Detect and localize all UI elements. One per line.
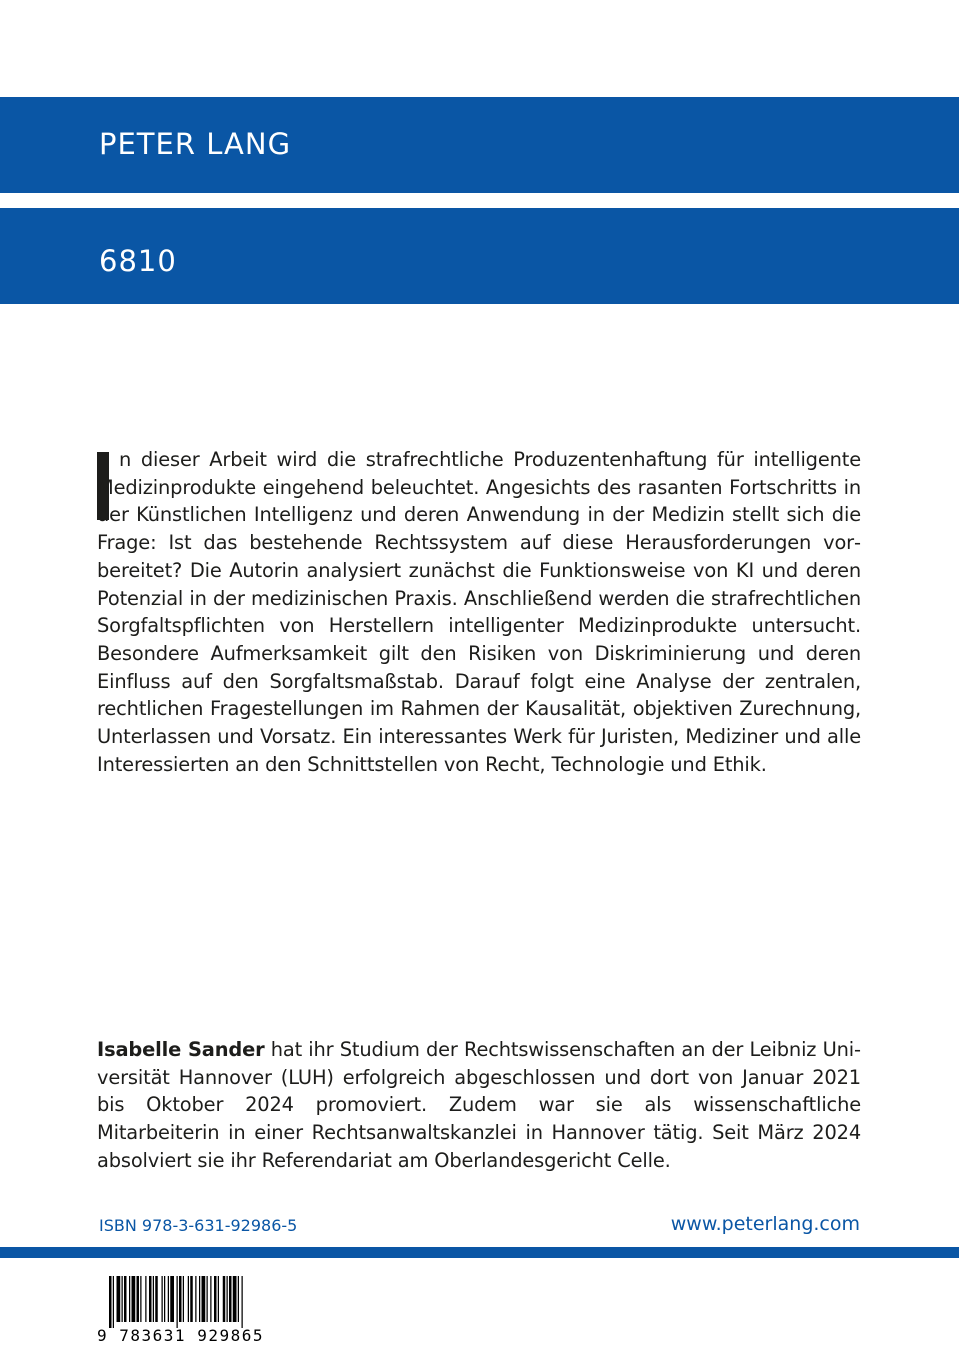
barcode-bar — [233, 1276, 237, 1322]
website-link[interactable]: www.peterlang.com — [670, 1213, 860, 1235]
barcode-bar — [210, 1276, 211, 1322]
author-bio-text: hat ihr Studium der Rechtswissenschaften an der Leibniz Universität Hannover (LUH) erfolgreich abgeschlossen und dort von Januar 2021 bis Oktober 2024 promoviert. Zudem war sie als wissenschaftliche Mitarbeiterin in einer Rechtsanwaltskanzlei in Hannover tätig. Seit März 2024 absolviert sie ihr Referendariat am Oberlandesgericht Celle. — [97, 1038, 861, 1172]
barcode-bar — [155, 1276, 158, 1322]
barcode-bar — [140, 1276, 141, 1322]
barcode-bar — [190, 1276, 193, 1322]
barcode-bar — [207, 1276, 208, 1322]
barcode-bar — [132, 1276, 136, 1322]
barcode-bar — [129, 1276, 130, 1322]
blurb-paragraph — [97, 446, 861, 778]
barcode-bar — [199, 1276, 200, 1322]
barcode-bar — [202, 1276, 206, 1322]
barcode-bar — [109, 1276, 112, 1328]
author-bio — [97, 1036, 861, 1175]
barcode-bar — [122, 1276, 123, 1322]
barcode-bar — [162, 1276, 163, 1322]
barcode — [97, 1276, 289, 1346]
barcode-bar — [238, 1276, 239, 1322]
series-number: 6810 — [99, 244, 177, 278]
barcode-bar — [177, 1276, 178, 1328]
barcode-bar — [164, 1276, 165, 1322]
footer-band — [0, 1247, 959, 1258]
barcode-bar — [188, 1276, 189, 1322]
barcode-bar — [218, 1276, 219, 1322]
barcode-bar — [153, 1276, 154, 1322]
barcode-bar — [183, 1276, 184, 1322]
author-name: Isabelle Sander — [97, 1038, 265, 1061]
barcode-bar — [124, 1276, 127, 1322]
isbn-label: ISBN 978-3-631-92986-5 — [99, 1216, 298, 1235]
barcode-bar — [214, 1276, 217, 1322]
blurb-text: n dieser Arbeit wird die strafrechtliche Produzentenhaftung für intelligente Medizinprodukte eingehend beleuchtet. Angesichts des rasanten Fortschritts in der Künstlichen Intelligenz und deren Anwendung in der Medizin stellt sich die Frage: Ist das bestehende Rechtssystem auf diese Herausforderungen vorbereitet? Die Autorin analysiert zunächst die Funktionsweise von KI und deren Potenzial in der medizinischen Praxis. Anschließend werden die strafrechtlichen Sorgfaltspflichten von Herstellern intelligenter Medizinprodukte untersucht. Besondere Aufmerksamkeit gilt den Risiken von Diskriminierung und deren Einfluss auf den Sorgfaltsmaßstab. Darauf folgt eine Analyse der zentralen, rechtlichen Fragestellungen im Rahmen der Kausalität, objektiven Zurechnung, Unterlassen und Vorsatz. Ein interessantes Werk für Juristen, Mediziner und alle Interessierten an den Schnittstellen von Recht, Technologie und Ethik. — [97, 448, 861, 776]
barcode-bar — [145, 1276, 146, 1322]
barcode-digits: 9 783631 929865 — [97, 1326, 264, 1345]
barcode-bar — [113, 1276, 114, 1328]
publisher-band — [0, 97, 959, 193]
barcode-bar — [195, 1276, 196, 1322]
barcode-bars — [97, 1276, 289, 1328]
barcode-bar — [242, 1276, 243, 1328]
barcode-bar — [227, 1276, 228, 1322]
barcode-bar — [117, 1276, 121, 1322]
barcode-bar — [137, 1276, 140, 1322]
series-band — [0, 208, 959, 304]
barcode-bar — [170, 1276, 174, 1322]
barcode-bar — [229, 1276, 232, 1322]
barcode-bar — [223, 1276, 226, 1322]
publisher-name: PETER LANG — [99, 127, 292, 161]
barcode-bar — [168, 1276, 169, 1322]
barcode-bar — [149, 1276, 152, 1322]
barcode-bar — [179, 1276, 182, 1322]
